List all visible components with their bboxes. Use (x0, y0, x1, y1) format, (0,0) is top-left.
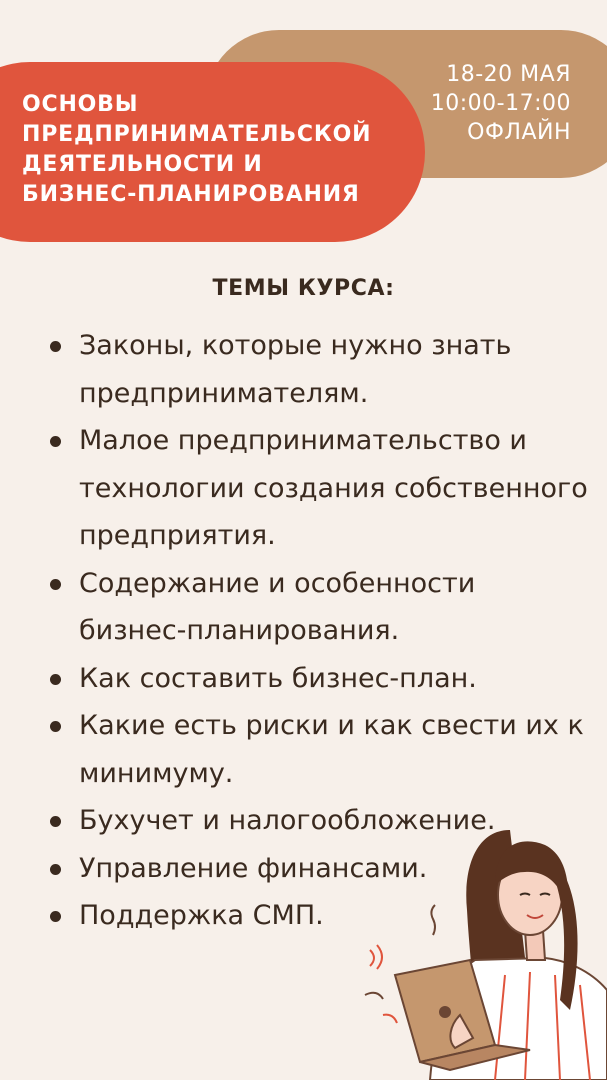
topic-item (50, 560, 590, 655)
topic-text: Поддержка СМП. (79, 900, 324, 931)
course-time: 10:00-17:00 (430, 91, 571, 116)
topics-heading: ТЕМЫ КУРСА: (212, 276, 395, 301)
course-title-line: БИЗНЕС-ПЛАНИРОВАНИЯ (22, 182, 360, 207)
course-format: ОФЛАЙН (467, 120, 571, 145)
topic-text: Законы, которые нужно знать предпринимателям. (79, 330, 512, 409)
bullet-icon (50, 579, 61, 590)
woman-with-laptop-illustration (355, 800, 607, 1080)
topic-text: Содержание и особенности бизнес-планирования. (79, 567, 476, 646)
course-title (22, 90, 412, 210)
topic-item (50, 702, 590, 797)
course-dates: 18-20 МАЯ (446, 62, 571, 87)
bullet-icon (50, 864, 61, 875)
topic-item (50, 655, 590, 703)
bullet-icon (50, 816, 61, 827)
bullet-icon (50, 674, 61, 685)
course-title-line: ДЕЯТЕЛЬНОСТИ И (22, 152, 263, 177)
topic-text: Как составить бизнес-план. (79, 662, 477, 694)
topic-text: Какие есть риски и как свести их к минимуму. (79, 710, 584, 789)
course-title-line: ПРЕДПРИНИМАТЕЛЬСКОЙ (22, 122, 372, 147)
course-title-line: ОСНОВЫ (22, 92, 139, 117)
topic-text: Малое предпринимательство и технологии создания собственного предприятия. (79, 425, 588, 551)
bullet-icon (50, 721, 61, 732)
topic-item (50, 417, 590, 560)
topic-item (50, 322, 590, 417)
bullet-icon (50, 341, 61, 352)
topic-text: Управление финансами. (79, 852, 428, 884)
bullet-icon (50, 911, 61, 922)
topic-text: Бухучет и налогообложение. (79, 805, 496, 836)
bullet-icon (50, 436, 61, 447)
